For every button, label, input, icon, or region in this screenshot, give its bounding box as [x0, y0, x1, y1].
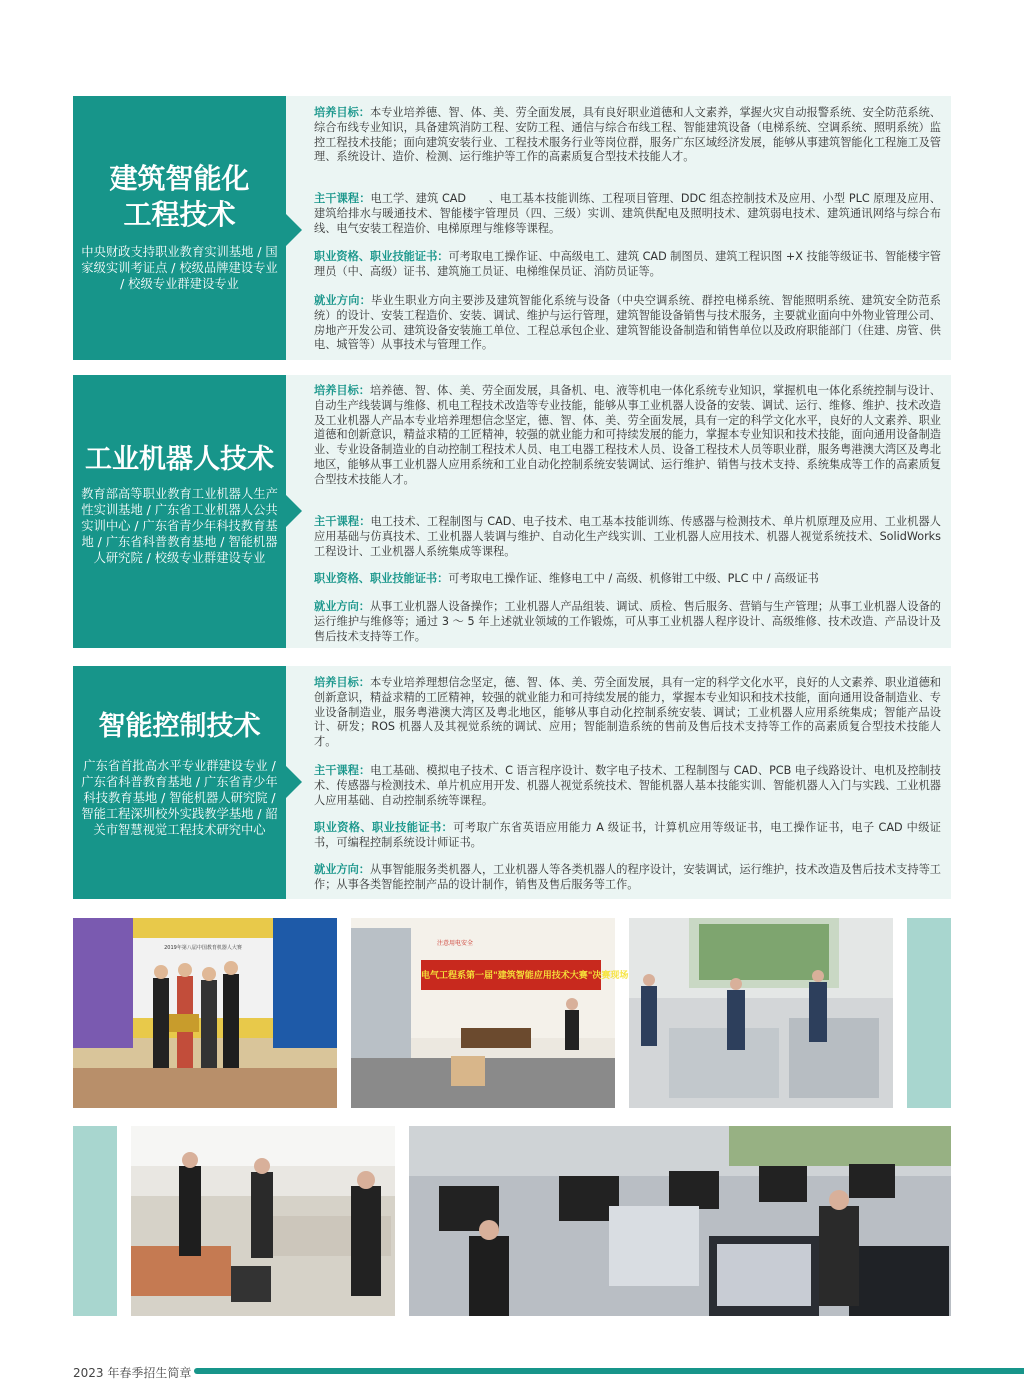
- photo-award-ceremony: [73, 918, 337, 1108]
- major-title-panel: [73, 96, 286, 360]
- main-courses: [314, 764, 941, 808]
- item-text: 电工学、建筑 CAD 、电工基本技能训练、工程项目管理、DDC 组态控制技术及应用、小型 PLC 原理及应用、建筑给排水与暖通技术、智能楼宇管理员（四、三级）实训、建筑供配电及照明技术、建筑弱电技术、建筑通讯网络与综合布线、电气安装工程造价、电梯原理与维修等课程。: [314, 192, 941, 235]
- photo-sign-text: 注意用电安全: [437, 940, 474, 947]
- major-title-panel: [73, 375, 286, 648]
- footer-rule: [194, 1368, 1024, 1374]
- item-text: 电工技术、工程制图与 CAD、电子技术、电工基本技能训练、传感器与检测技术、单片机原理及应用、工业机器人应用基础与仿真技术、工业机器人装调与维护、自动化生产线实训、工业机器人应用技术、机器人视觉系统技术、SolidWorks 工程设计、工业机器人系统集成等课程。: [314, 515, 941, 558]
- item-text: 本专业培养德、智、体、美、劳全面发展，具有良好职业道德和人文素养，掌握火灾自动报警系统、安全防范系统、综合布线专业知识，具备建筑消防工程、安防工程、通信与综合布线工程、智能建筑设备（电梯系统、空调系统、照明系统）监控工程技术技能；面向建筑安装行业、工程技术服务行业等岗位群，服务广东区域经济发展，能够从事建筑智能化工程施工及管理、系统设计、造价、检测、运行维护等工作的高素质复合型技术技能人才。: [314, 106, 941, 164]
- major-section-building-intelligence: [73, 96, 951, 360]
- item-text: 电工基础、模拟电子技术、C 语言程序设计、数字电子技术、工程制图与 CAD、PCB 电子线路设计、电机及控制技术、传感器与检测技术、单片机应用开发、机器人视觉系统技术、智能机器人基本技能实训、智能机器人入门与实践、工业机器人应用基础、自动控制系统等课程。: [314, 764, 941, 807]
- career-direction: [314, 863, 941, 893]
- pointer-arrow: [286, 766, 302, 798]
- certificates: [314, 821, 941, 851]
- photo-computer-lab: [409, 1126, 951, 1316]
- item-text: 可考取广东省英语应用能力 A 级证书，计算机应用等级证书，电工操作证书，电子 CAD 中级证书，可编程控制系统设计师证书。: [314, 821, 941, 849]
- photo-banner-text: 2019年第八届中国教育机器人大赛: [164, 945, 242, 951]
- photo-robot-class: [131, 1126, 395, 1316]
- major-honors: 教育部高等职业教育工业机器人生产性实训基地 / 广东省工业机器人公共实训中心 / 广东省青少年科技教育基地 / 广东省科普教育基地 / 智能机器人研究院 / 校级专业群建设专业: [81, 487, 278, 565]
- item-label: 职业资格、职业技能证书：: [314, 821, 454, 834]
- item-text: 毕业生职业方向主要涉及建筑智能化系统与设备（中央空调系统、群控电梯系统、智能照明系统、建筑安全防范系统）的设计、安装工程造价、安装、调试、维护与运行管理，建筑智能设备销售与技术服务，主要就业面向中外物业管理公司、房地产开发公司、建筑设备安装施工单位、工程总承包企业、建筑智能设备制造和销售单位以及政府职能部门（住建、房管、供电、城管等）从事技术与管理工作。: [314, 294, 941, 352]
- certificates: [314, 250, 941, 280]
- item-label: 职业资格、职业技能证书：: [314, 572, 449, 585]
- item-label: 就业方向：: [314, 863, 370, 876]
- decor-bar-left: [73, 1126, 117, 1316]
- item-label: 主干课程：: [314, 515, 371, 528]
- decor-bar-right: [907, 918, 951, 1108]
- major-detail-panel: [286, 96, 951, 360]
- training-goal: [314, 384, 941, 488]
- pointer-arrow: [286, 214, 302, 246]
- item-text: 从事智能服务类机器人，工业机器人等各类机器人的程序设计，安装调试，运行维护，技术改造及售后技术支持等工作；从事各类智能控制产品的设计制作，销售及售后服务等工作。: [314, 863, 941, 891]
- item-text: 可考取电工操作证、维修电工中 / 高级、机修钳工中级、PLC 中 / 高级证书: [448, 572, 819, 585]
- major-detail-panel: [286, 666, 951, 899]
- item-text: 培养德、智、体、美、劳全面发展，具备机、电、液等机电一体化系统专业知识，掌握机电一体化系统控制与设计、自动生产线装调与维修、机电工程技术改造等专业技能，能够从事工业机器人设备的安装、调试、运行、维修、维护、技术改造及工业机器人产品本专业培养理想信念坚定，德、智、体、美、劳全面发展，具有一定的科学文化水平，良好的人文素养、职业道德和创新意识，精益求精的工匠精神，较强的就业能力和可持续发展的能力，掌握本专业知识和技术技能，面向通用设备制造业、专业设备制造业的自动控制工程技术人员、电工电器工程技术人员、设备工程技术人员等职业群，服务粤港澳大湾区及粤北地区，能够从事工业机器人应用系统和工业自动化控制系统安装调试、运行维护、销售与技术支持、系统集成等工作的高素质复合型技术技能人才。: [314, 384, 941, 486]
- item-label: 培养目标：: [314, 384, 370, 397]
- footer-brochure-title: 2023 年春季招生简章: [73, 1366, 192, 1380]
- career-direction: [314, 294, 941, 353]
- major-title-line: 建筑智能化: [109, 162, 250, 195]
- training-goal: [314, 676, 941, 750]
- photo-competition-site: [351, 918, 629, 1108]
- career-direction: [314, 600, 941, 644]
- item-label: 培养目标：: [314, 676, 370, 689]
- training-goal: [314, 106, 941, 165]
- item-text: 从事工业机器人设备操作；工业机器人产品组装、调试、质检、售后服务、营销与生产管理；从事工业机器人设备的运行维护与维修等；通过 3 ～ 5 年上述就业领域的工作锻炼，可从事工业机器人程序设计、高级维修、技术改造、产品设计及售后技术支持等工作。: [314, 600, 941, 643]
- major-honors: 广东省首批高水平专业群建设专业 / 广东省科普教育基地 / 广东省青少年科技教育基地 / 智能机器人研究院 / 智能工程深圳校外实践教学基地 / 韶关市智慧视觉工程技术研究中心: [81, 759, 278, 837]
- major-title-line: 工业机器人技术: [85, 444, 274, 475]
- pointer-arrow: [286, 495, 302, 527]
- item-text: 可考取电工操作证、中高级电工、建筑 CAD 制图员、建筑工程识图 +X 技能等级证书、智能楼宇管理员（中、高级）证书、建筑施工员证、电梯维保员证、消防员证等。: [314, 250, 941, 278]
- major-section-intelligent-control: [73, 666, 951, 899]
- photo-banner-text: 电气工程系第一届"建筑智能应用技术大赛"决赛现场: [421, 971, 629, 981]
- major-title-line: 工程技术: [123, 198, 236, 231]
- major-title-line: 智能控制技术: [98, 711, 261, 742]
- item-text: 本专业培养理想信念坚定，德、智、体、美、劳全面发展，具有一定的科学文化水平，良好的人文素养、职业道德和创新意识，精益求精的工匠精神，较强的就业能力和可持续发展的能力，掌握本专业知识和技术技能，面向通用设备制造业、专业设备制造业，服务粤港澳大湾区及粤北地区，能够从事自动化控制系统安装、调试；工业机器人应用系统集成；智能产品设计、研发；ROS 机器人及其视觉系统的调试、应用；智能制造系统的售前及售后技术支持等工作的高素质复合型技术技能人才。: [314, 676, 941, 749]
- main-courses: [314, 515, 941, 559]
- major-section-industrial-robot: [73, 375, 951, 648]
- main-courses: [314, 192, 941, 236]
- photo-robot-lab: [629, 918, 893, 1108]
- major-honors: 中央财政支持职业教育实训基地 / 国家级实训考证点 / 校级品牌建设专业 / 校级专业群建设专业: [81, 245, 278, 291]
- major-title-panel: [73, 666, 286, 899]
- major-detail-panel: [286, 375, 951, 648]
- item-label: 主干课程：: [314, 192, 371, 205]
- item-label: 培养目标：: [314, 106, 370, 119]
- item-label: 职业资格、职业技能证书：: [314, 250, 449, 263]
- item-label: 主干课程：: [314, 764, 371, 777]
- item-label: 就业方向：: [314, 600, 370, 613]
- certificates: [314, 572, 941, 587]
- item-label: 就业方向：: [314, 294, 372, 307]
